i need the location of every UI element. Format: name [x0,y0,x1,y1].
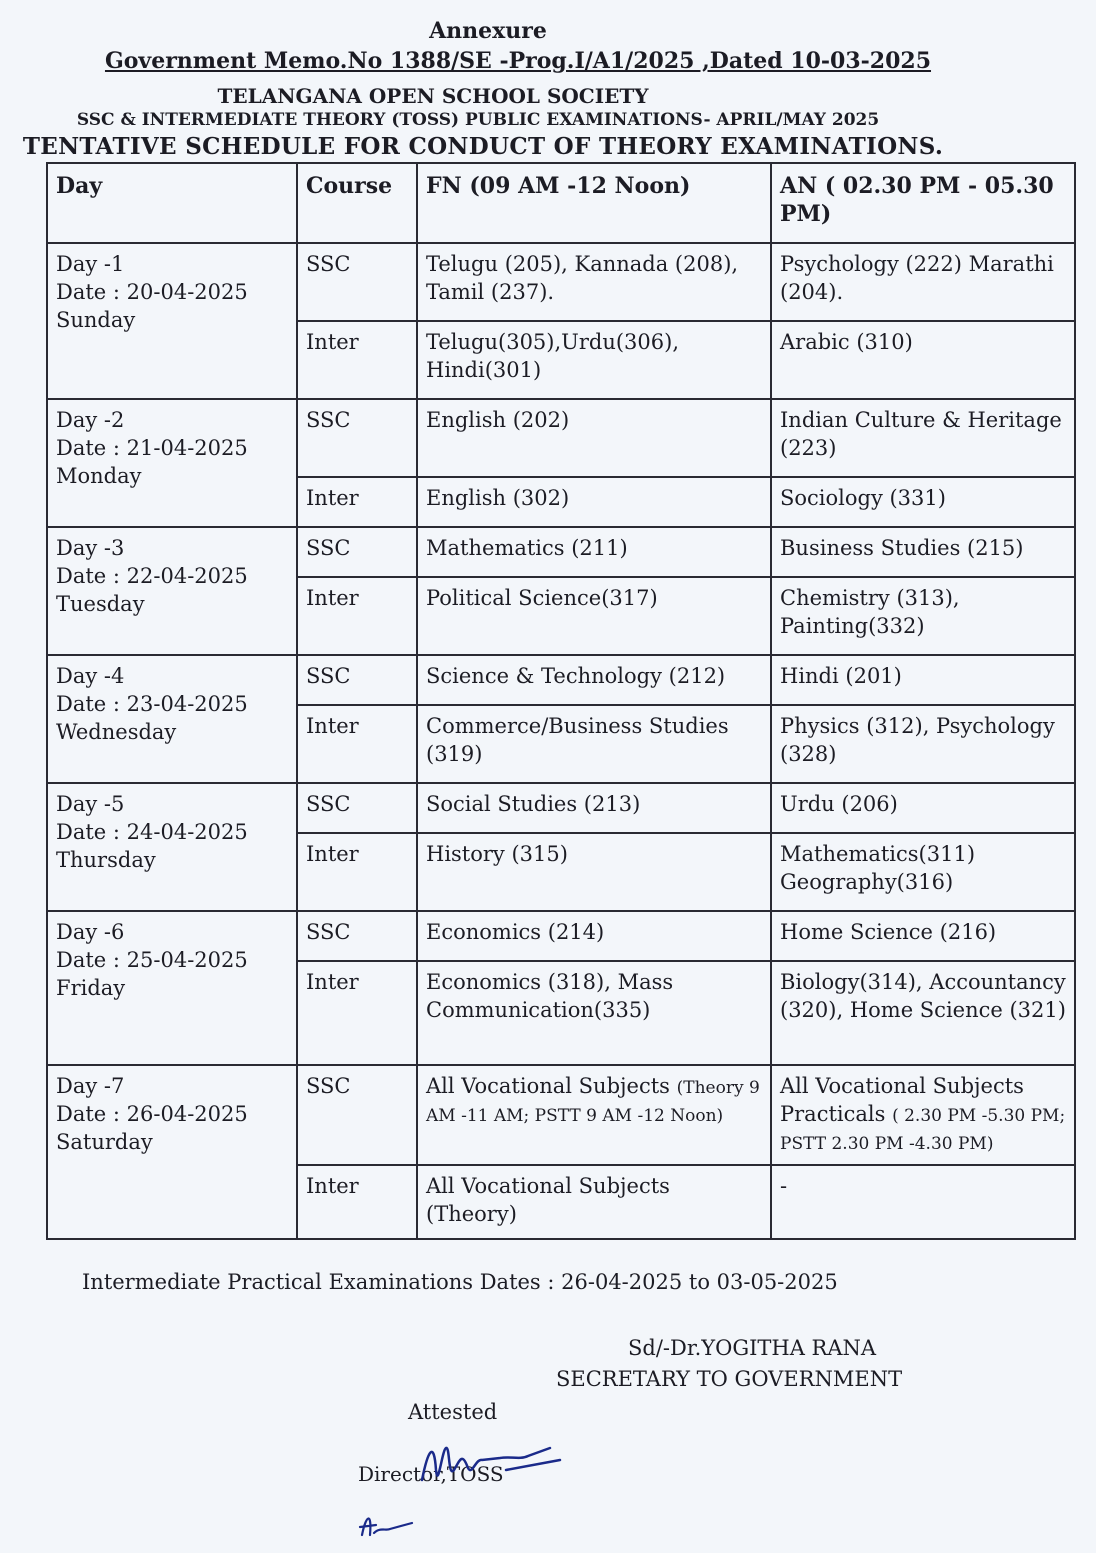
col-header-course: Course [297,163,417,243]
initials-icon [356,1505,416,1545]
director-label: Director,TOSS [358,1462,504,1486]
day-weekday: Wednesday [56,720,177,744]
an-cell: Arabic (310) [771,321,1075,399]
schedule-title: TENTATIVE SCHEDULE FOR CONDUCT OF THEORY EXAMINATIONS. [22,133,944,160]
fn-cell: Telugu (205), Kannada (208), Tamil (237). [417,243,771,321]
col-header-an: AN ( 02.30 PM - 05.30 PM) [771,163,1075,243]
an-cell: Psychology (222) Marathi (204). [771,243,1075,321]
day-date: Date : 20-04-2025 [56,280,248,304]
day-cell [47,783,297,911]
an-cell: Chemistry (313), Painting(332) [771,577,1075,655]
course-cell: Inter [297,321,417,399]
day-label: Day -1 [56,252,125,276]
fn-cell: Telugu(305),Urdu(306), Hindi(301) [417,321,771,399]
day-label: Day -2 [56,408,125,432]
course-cell: SSC [297,1065,417,1165]
course-cell: SSC [297,783,417,833]
day-label: Day -5 [56,792,125,816]
fn-subject: All Vocational Subjects [426,1074,670,1098]
day-date: Date : 25-04-2025 [56,948,248,972]
course-cell: Inter [297,833,417,911]
day-weekday: Friday [56,976,126,1000]
an-subject: All Vocational Subjects Practicals [780,1074,1024,1126]
day-weekday: Tuesday [56,592,145,616]
day-cell [47,243,297,399]
day-cell [47,1065,297,1239]
an-timing-note: ( 2.30 PM -5.30 PM; PSTT 2.30 PM -4.30 PM) [780,1106,1066,1154]
col-header-day: Day [47,163,297,243]
col-header-fn: FN (09 AM -12 Noon) [417,163,771,243]
course-cell: SSC [297,243,417,321]
fn-cell: Economics (318), Mass Communication(335) [417,961,771,1065]
schedule-table [46,162,1076,1240]
fn-cell: Economics (214) [417,911,771,961]
an-cell: Urdu (206) [771,783,1075,833]
an-cell: Biology(314), Accountancy (320), Home Science (321) [771,961,1075,1065]
memo-number: Government Memo.No 1388/SE -Prog.I/A1/2025 ,Dated 10-03-2025 [104,48,932,74]
day-date: Date : 22-04-2025 [56,564,248,588]
annexure-heading: Annexure [429,18,547,44]
day-cell [47,399,297,527]
practical-exam-dates: Intermediate Practical Examinations Dates : 26-04-2025 to 03-05-2025 [82,1270,838,1294]
director-signature-icon [410,1430,570,1500]
course-cell: Inter [297,577,417,655]
society-name: TELANGANA OPEN SCHOOL SOCIETY [217,84,649,108]
course-cell: Inter [297,477,417,527]
day-label: Day -3 [56,536,125,560]
day-date: Date : 21-04-2025 [56,436,248,460]
fn-cell: Science & Technology (212) [417,655,771,705]
an-cell: Indian Culture & Heritage (223) [771,399,1075,477]
an-cell: Sociology (331) [771,477,1075,527]
fn-cell: Political Science(317) [417,577,771,655]
an-cell: - [771,1165,1075,1239]
course-cell: SSC [297,911,417,961]
day-date: Date : 23-04-2025 [56,692,248,716]
fn-cell: History (315) [417,833,771,911]
day-weekday: Sunday [56,308,136,332]
day-weekday: Thursday [56,848,156,872]
fn-cell: All Vocational Subjects (Theory) [417,1165,771,1239]
table-row [47,399,1075,477]
table-header-row [47,163,1075,243]
fn-cell: English (302) [417,477,771,527]
day-cell [47,527,297,655]
fn-cell: Social Studies (213) [417,783,771,833]
fn-timing-note: (Theory 9 AM -11 AM; PSTT 9 AM -12 Noon) [426,1078,760,1126]
course-cell: SSC [297,527,417,577]
an-cell [771,1065,1075,1165]
course-cell: SSC [297,655,417,705]
signatory-designation: SECRETARY TO GOVERNMENT [556,1367,903,1391]
table-row [47,911,1075,961]
day-date: Date : 24-04-2025 [56,820,248,844]
an-cell: Home Science (216) [771,911,1075,961]
exam-title: SSC & INTERMEDIATE THEORY (TOSS) PUBLIC EXAMINATIONS- APRIL/MAY 2025 [76,110,880,130]
an-cell: Business Studies (215) [771,527,1075,577]
day-cell [47,911,297,1065]
day-weekday: Saturday [56,1130,153,1154]
table-row [47,655,1075,705]
table-row [47,783,1075,833]
day-cell [47,655,297,783]
attested-label: Attested [408,1400,498,1424]
day-weekday: Monday [56,464,142,488]
table-row [47,1065,1075,1165]
day-label: Day -7 [56,1074,125,1098]
an-cell: Mathematics(311) Geography(316) [771,833,1075,911]
course-cell: SSC [297,399,417,477]
course-cell: Inter [297,1165,417,1239]
an-cell: Physics (312), Psychology (328) [771,705,1075,783]
signatory-name: Sd/-Dr.YOGITHA RANA [628,1336,877,1360]
day-label: Day -6 [56,920,125,944]
an-cell: Hindi (201) [771,655,1075,705]
fn-cell: English (202) [417,399,771,477]
day-label: Day -4 [56,664,125,688]
course-cell: Inter [297,961,417,1065]
course-cell: Inter [297,705,417,783]
fn-cell: Commerce/Business Studies (319) [417,705,771,783]
day-date: Date : 26-04-2025 [56,1102,248,1126]
fn-cell: Mathematics (211) [417,527,771,577]
table-row [47,243,1075,321]
fn-cell [417,1065,771,1165]
table-row [47,527,1075,577]
